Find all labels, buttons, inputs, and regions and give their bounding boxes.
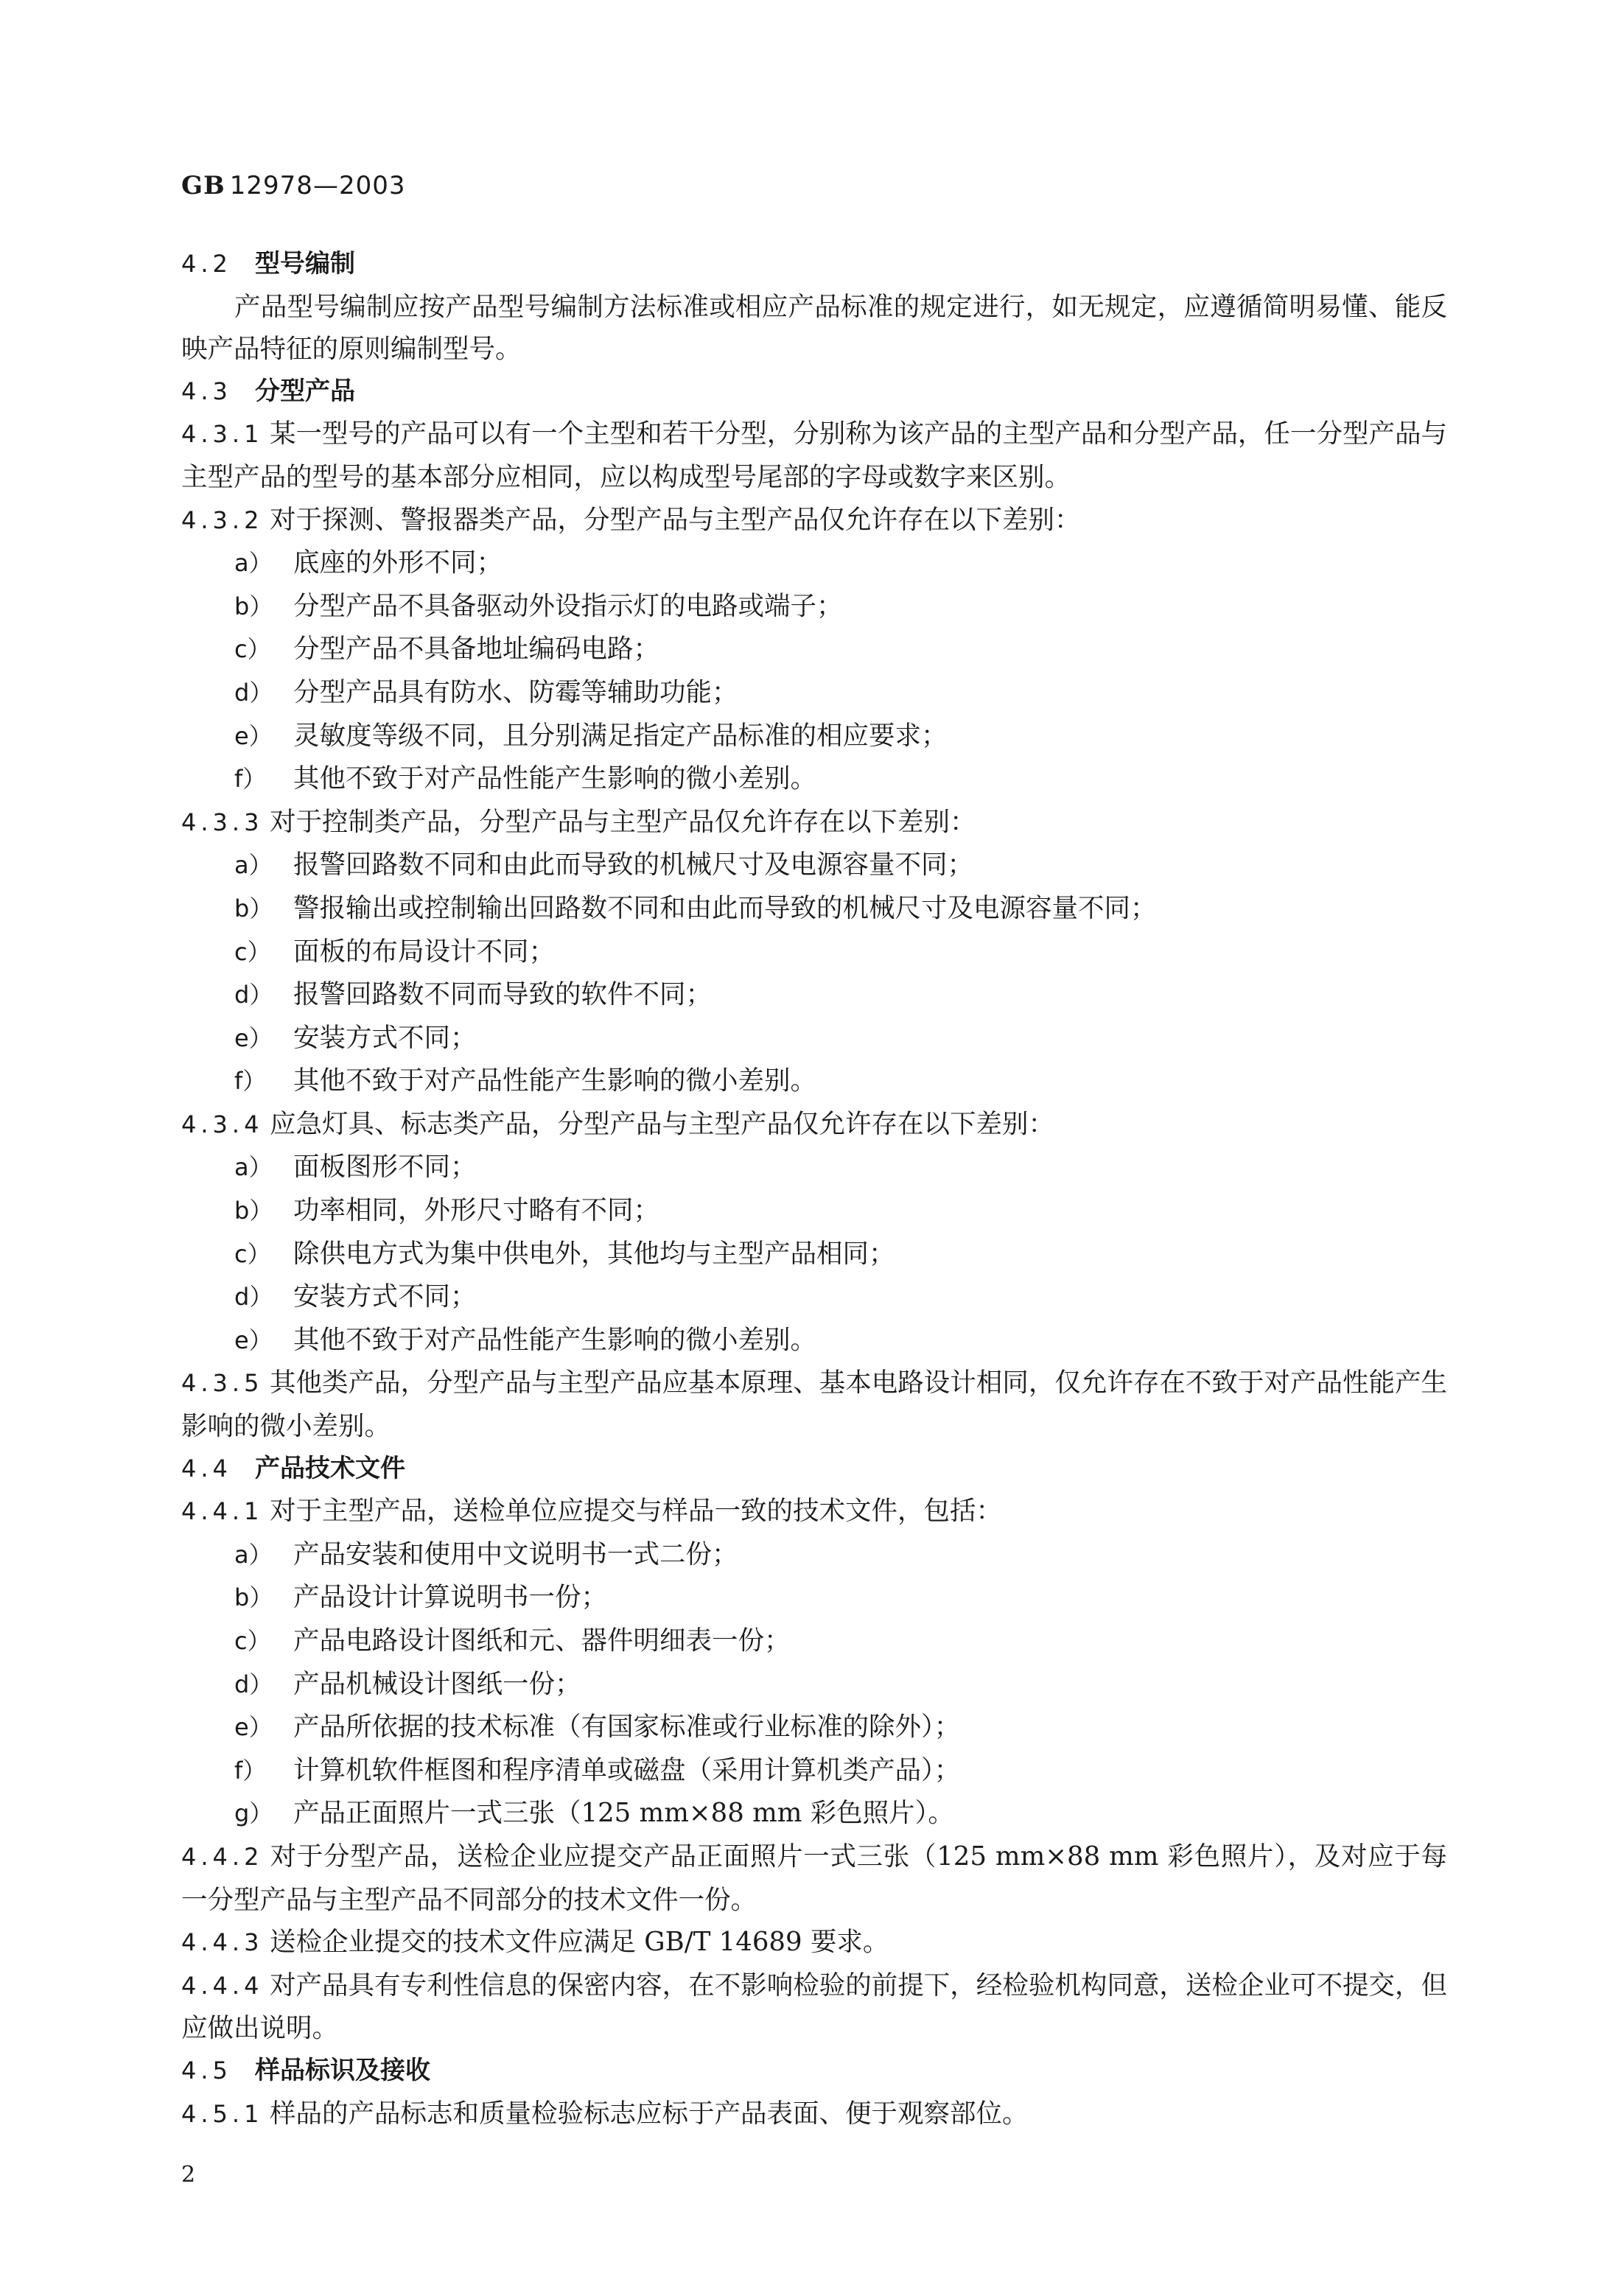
list-item-text: 安装方式不同； — [293, 1281, 477, 1312]
clause-number: 4.4.2 — [181, 1842, 264, 1871]
list-item-text: 分型产品不具备地址编码电路； — [293, 634, 660, 665]
section-heading-4-4 — [181, 1448, 1447, 1491]
list-item — [181, 931, 1447, 974]
list-item-text: 灵敏度等级不同，且分别满足指定产品标准的相应要求； — [293, 720, 948, 751]
list-marker: c） — [234, 635, 271, 664]
clause-text: 送检企业提交的技术文件应满足 GB/T 14689 要求。 — [270, 1927, 889, 1958]
list-marker: e） — [234, 1023, 273, 1052]
list-item-text: 产品正面照片一式三张（125 mm×88 mm 彩色照片）。 — [293, 1798, 954, 1829]
clause-text: 对于控制类产品，分型产品与主型产品仅允许存在以下差别： — [270, 806, 976, 837]
list-item-text: 安装方式不同； — [293, 1022, 477, 1053]
list-marker: e） — [234, 721, 273, 750]
list-item — [181, 1189, 1447, 1233]
clause-4-3-3 — [181, 801, 1447, 844]
section-number: 4.5 — [181, 2056, 232, 2084]
list-marker: f） — [234, 1756, 267, 1785]
list-item-text: 分型产品不具备驱动外设指示灯的电路或端子； — [293, 590, 843, 621]
list-item-text: 分型产品具有防水、防霉等辅助功能； — [293, 676, 738, 707]
list-marker: c） — [234, 937, 271, 966]
list-marker: e） — [234, 1713, 273, 1742]
list-item — [181, 757, 1447, 801]
clause-number: 4.4.3 — [181, 1928, 264, 1957]
list-item-text: 产品电路设计图纸和元、器件明细表一份； — [293, 1625, 791, 1656]
list-item-text: 除供电方式为集中供电外，其他均与主型产品相同； — [293, 1238, 895, 1269]
list-marker: b） — [234, 1583, 273, 1612]
clause-number: 4.3.5 — [181, 1369, 264, 1398]
section-heading-4-5 — [181, 2050, 1447, 2093]
list-item — [181, 1576, 1447, 1620]
clause-4-4-4 — [181, 1964, 1447, 2050]
list-item — [181, 1706, 1447, 1749]
document-body — [181, 243, 1447, 2135]
list-marker: a） — [234, 851, 273, 880]
list-item — [181, 1749, 1447, 1793]
clause-4-4-1 — [181, 1490, 1447, 1533]
list-item-text: 底座的外形不同； — [293, 547, 503, 578]
list-item-text: 面板图形不同； — [293, 1152, 477, 1183]
list-marker: e） — [234, 1326, 273, 1354]
clause-text: 某一型号的产品可以有一个主型和若干分型，分别称为该产品的主型产品和分型产品，任一分型产品与主型产品的型号的基本部分应相同，应以构成型号尾部的字母或数字来区别。 — [181, 419, 1447, 492]
list-marker: b） — [234, 592, 273, 620]
list-item — [181, 973, 1447, 1017]
clause-4-5-1 — [181, 2093, 1447, 2136]
clause-text: 对于探测、警报器类产品，分型产品与主型产品仅允许存在以下差别： — [270, 504, 1081, 535]
list-marker: c） — [234, 1627, 271, 1655]
list-marker: d） — [234, 678, 273, 707]
standard-prefix: GB — [181, 171, 225, 200]
list-marker: b） — [234, 1197, 273, 1225]
section-number: 4.2 — [181, 250, 232, 278]
list-marker: c） — [234, 1239, 271, 1268]
list-item-text: 产品设计计算说明书一份； — [293, 1582, 608, 1613]
list-item — [181, 1233, 1447, 1276]
clause-text: 对于主型产品，送检单位应提交与样品一致的技术文件，包括： — [270, 1496, 1003, 1527]
clause-text: 对于分型产品，送检企业应提交产品正面照片一式三张（125 mm×88 mm 彩色照片），及对应于每一分型产品与主型产品不同部分的技术文件一份。 — [181, 1841, 1447, 1915]
section-title: 型号编制 — [255, 249, 355, 279]
list-item — [181, 887, 1447, 931]
list-marker: g） — [234, 1799, 273, 1828]
list-marker: f） — [234, 1067, 267, 1096]
list-marker: d） — [234, 1283, 273, 1312]
list-item-text: 产品机械设计图纸一份； — [293, 1668, 581, 1699]
section-number: 4.4 — [181, 1454, 232, 1482]
standard-code — [181, 171, 405, 200]
page-number: 2 — [181, 2162, 196, 2188]
list-item-text: 其他不致于对产品性能产生影响的微小差别。 — [293, 1324, 817, 1355]
section-title: 产品技术文件 — [255, 1453, 405, 1483]
list-item-text: 功率相同，外形尺寸略有不同； — [293, 1195, 660, 1226]
list-marker: a） — [234, 1540, 273, 1569]
clause-number: 4.5.1 — [181, 2099, 264, 2128]
section-title: 分型产品 — [255, 376, 355, 406]
list-item-text: 产品所依据的技术标准（有国家标准或行业标准的除外）； — [293, 1712, 961, 1743]
clause-number: 4.4.4 — [181, 1971, 264, 2000]
section-number: 4.3 — [181, 377, 232, 405]
list-item — [181, 585, 1447, 629]
list-item-text: 警报输出或控制输出回路数不同和由此而导致的机械尺寸及电源容量不同； — [293, 892, 1157, 923]
clause-text: 其他类产品，分型产品与主型产品应基本原理、基本电路设计相同，仅允许存在不致于对产品性能产生影响的微小差别。 — [181, 1368, 1447, 1442]
list-marker: f） — [234, 765, 267, 794]
list-item — [181, 1792, 1447, 1835]
clause-4-4-3 — [181, 1921, 1447, 1964]
list-item-text: 报警回路数不同而导致的软件不同； — [293, 979, 713, 1010]
list-item — [181, 1663, 1447, 1706]
list-item — [181, 1060, 1447, 1103]
list-item — [181, 671, 1447, 715]
list-marker: a） — [234, 1153, 273, 1182]
clause-number: 4.3.3 — [181, 808, 264, 836]
list-item — [181, 1017, 1447, 1060]
clause-number: 4.3.2 — [181, 505, 264, 534]
list-marker: a） — [234, 549, 273, 578]
clause-4-3-1 — [181, 413, 1447, 498]
list-item-text: 计算机软件框图和程序清单或磁盘（采用计算机类产品）； — [293, 1754, 961, 1785]
list-item — [181, 542, 1447, 585]
standard-number: 12978—2003 — [229, 171, 406, 200]
list-marker: d） — [234, 981, 273, 1009]
list-item-text: 面板的布局设计不同； — [293, 936, 556, 967]
clause-number: 4.3.4 — [181, 1110, 264, 1138]
list-marker: d） — [234, 1670, 273, 1698]
clause-4-3-4 — [181, 1103, 1447, 1146]
list-item — [181, 1146, 1447, 1189]
clause-4-4-2 — [181, 1835, 1447, 1921]
list-marker: b） — [234, 894, 273, 923]
list-item — [181, 1319, 1447, 1362]
clause-4-3-5 — [181, 1362, 1447, 1447]
list-item — [181, 715, 1447, 758]
clause-text: 应急灯具、标志类产品，分型产品与主型产品仅允许存在以下差别： — [270, 1108, 1055, 1139]
list-item-text: 产品安装和使用中文说明书一式二份； — [293, 1538, 738, 1569]
list-item — [181, 628, 1447, 671]
clause-number: 4.4.1 — [181, 1497, 264, 1526]
list-item — [181, 844, 1447, 887]
section-heading-4-3 — [181, 371, 1447, 413]
list-item — [181, 1533, 1447, 1577]
clause-number: 4.3.1 — [181, 420, 264, 449]
list-item — [181, 1275, 1447, 1319]
list-item-text: 其他不致于对产品性能产生影响的微小差别。 — [293, 1065, 817, 1096]
clause-text: 样品的产品标志和质量检验标志应标于产品表面、便于观察部位。 — [270, 2098, 1029, 2129]
section-heading-4-2 — [181, 243, 1447, 286]
clause-4-3-2 — [181, 499, 1447, 542]
section-title: 样品标识及接收 — [255, 2055, 430, 2085]
clause-text: 对产品具有专利性信息的保密内容，在不影响检验的前提下，经检验机构同意，送检企业可不提交，但应做出说明。 — [181, 1970, 1447, 2044]
list-item-text: 报警回路数不同和由此而导致的机械尺寸及电源容量不同； — [293, 850, 974, 881]
paragraph-4-2: 产品型号编制应按产品型号编制方法标准或相应产品标准的规定进行，如无规定，应遵循简明易懂、能反映产品特征的原则编制型号。 — [181, 291, 1447, 365]
list-item-text: 其他不致于对产品性能产生影响的微小差别。 — [293, 763, 817, 794]
list-item — [181, 1620, 1447, 1663]
